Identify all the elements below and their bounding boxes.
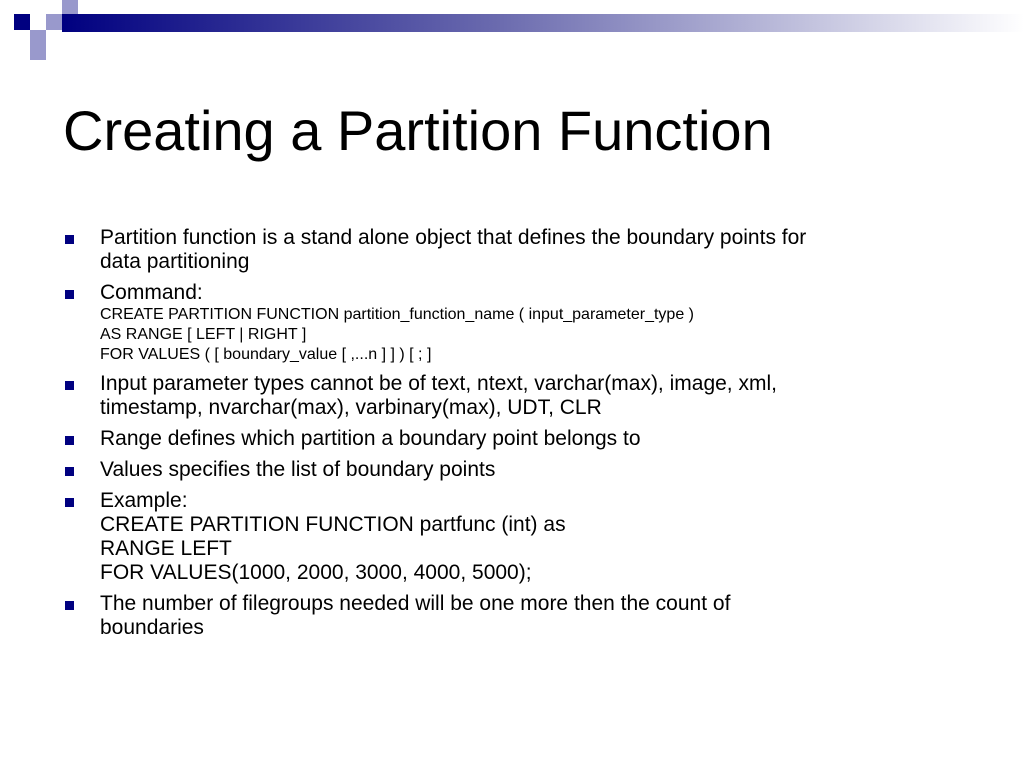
bullet-text-line: Partition function is a stand alone object that defines the boundary points for bbox=[100, 226, 807, 249]
bullet-item-range bbox=[0, 427, 1024, 451]
bullet-text-line: boundaries bbox=[100, 616, 204, 639]
square-bullet-icon bbox=[65, 436, 74, 445]
bullet-item-input-types bbox=[0, 372, 1024, 420]
square-bullet-icon bbox=[65, 498, 74, 507]
command-syntax-line: FOR VALUES ( [ boundary_value [ ,...n ] ] ) [ ; ] bbox=[100, 346, 432, 363]
bullet-text-line: timestamp, nvarchar(max), varbinary(max), UDT, CLR bbox=[100, 396, 602, 419]
bullet-item-filegroups bbox=[0, 592, 1024, 640]
deco-square-light-2 bbox=[46, 14, 62, 30]
header-decoration bbox=[0, 0, 1024, 64]
deco-square-light-1 bbox=[30, 0, 46, 14]
bullet-item-values bbox=[0, 458, 1024, 482]
bullet-text-line: Values specifies the list of boundary points bbox=[100, 458, 496, 481]
square-bullet-icon bbox=[65, 601, 74, 610]
example-code-line: FOR VALUES(1000, 2000, 3000, 4000, 5000); bbox=[100, 561, 532, 584]
command-label: Command: bbox=[100, 281, 203, 304]
bullet-text-line: Range defines which partition a boundary point belongs to bbox=[100, 427, 641, 450]
deco-square-light-3 bbox=[30, 30, 46, 46]
deco-square-light-5 bbox=[62, 0, 78, 14]
command-syntax-line: AS RANGE [ LEFT | RIGHT ] bbox=[100, 326, 307, 343]
bullet-text-line: data partitioning bbox=[100, 250, 250, 273]
example-code-line: CREATE PARTITION FUNCTION partfunc (int) as bbox=[100, 513, 566, 536]
bullet-text-line: Input parameter types cannot be of text, ntext, varchar(max), image, xml, bbox=[100, 372, 777, 395]
deco-square-dark-2 bbox=[46, 30, 62, 46]
header-gradient-band bbox=[62, 14, 1024, 32]
square-bullet-icon bbox=[65, 381, 74, 390]
example-code-line: RANGE LEFT bbox=[100, 537, 232, 560]
bullet-item-definition bbox=[0, 226, 1024, 274]
bullet-text-line: The number of filegroups needed will be one more then the count of bbox=[100, 592, 731, 615]
square-bullet-icon bbox=[65, 290, 74, 299]
example-label: Example: bbox=[100, 489, 188, 512]
bullet-item-command bbox=[0, 281, 1024, 365]
square-bullet-icon bbox=[65, 467, 74, 476]
bullet-item-example bbox=[0, 489, 1024, 585]
deco-square-light-6 bbox=[0, 30, 14, 46]
command-syntax-line: CREATE PARTITION FUNCTION partition_function_name ( input_parameter_type ) bbox=[100, 306, 694, 323]
deco-square-dark-1 bbox=[14, 14, 30, 30]
square-bullet-icon bbox=[65, 235, 74, 244]
slide-title: Creating a Partition Function bbox=[63, 99, 773, 162]
bullet-list bbox=[0, 226, 1024, 647]
deco-square-light-4 bbox=[30, 46, 46, 60]
